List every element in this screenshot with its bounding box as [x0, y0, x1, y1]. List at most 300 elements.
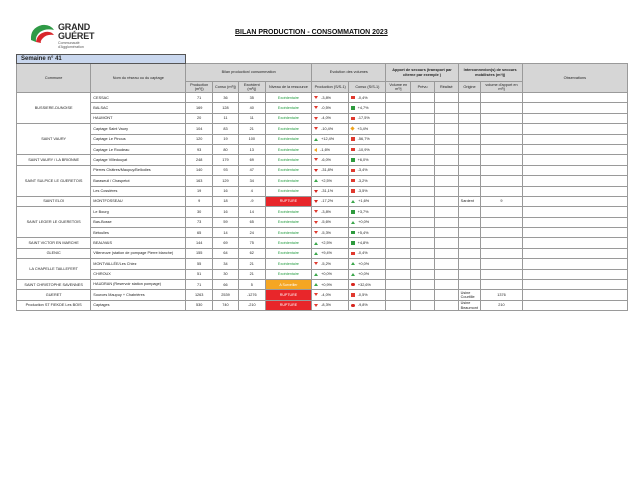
origine-cell	[458, 113, 481, 123]
trend-value: +0,0%	[321, 272, 333, 277]
production-cell: 163	[186, 176, 213, 186]
origine-cell	[458, 155, 481, 165]
table-row	[17, 228, 628, 238]
volume-apport-cell	[481, 207, 522, 217]
table-row	[17, 113, 628, 123]
commune-cell: BUSSIERE-DUNOISE	[17, 93, 91, 124]
volume-cell	[386, 103, 411, 113]
trend-value: +12,4%	[321, 137, 335, 142]
excedent-cell: 40	[238, 103, 265, 113]
evo-conso-cell	[349, 290, 386, 300]
conso-cell: 34	[213, 259, 239, 269]
prevu-cell	[411, 269, 435, 279]
realise-cell	[434, 144, 458, 154]
evo-production-cell	[312, 290, 349, 300]
evo-production-cell	[312, 134, 349, 144]
observations-cell	[522, 186, 627, 196]
evo-conso-cell	[349, 269, 386, 279]
status-badge: RUPTURE	[265, 300, 311, 310]
realise-cell	[434, 124, 458, 134]
trend-value: +2,5%	[321, 241, 333, 246]
origine-cell	[458, 248, 481, 258]
trend-tri-u-icon	[314, 138, 318, 141]
trend-tri-u-icon	[314, 179, 318, 182]
evo-conso-cell	[349, 165, 386, 175]
prevu-cell	[411, 103, 435, 113]
volume-cell	[386, 217, 411, 227]
observations-cell	[522, 176, 627, 186]
observations-cell	[522, 165, 627, 175]
evo-production-cell	[312, 124, 349, 134]
table-row	[17, 217, 628, 227]
observations-cell	[522, 228, 627, 238]
trend-arr-d-icon	[314, 190, 318, 193]
prevu-cell	[411, 217, 435, 227]
trend-value: -0,4%	[357, 251, 368, 256]
production-cell: 248	[186, 155, 213, 165]
trend-value: -3,8%	[321, 95, 332, 100]
trend-value: -3,5%	[357, 189, 368, 194]
trend-dia-o-icon	[351, 127, 355, 131]
production-cell: 120	[186, 134, 213, 144]
realise-cell	[434, 103, 458, 113]
prevu-cell	[411, 155, 435, 165]
prevu-cell	[411, 186, 435, 196]
table-row	[17, 93, 628, 103]
conso-cell: 18	[213, 196, 239, 206]
realise-cell	[434, 269, 458, 279]
header-bilan: Bilan production/ consommation	[186, 64, 312, 82]
evo-production-cell	[312, 217, 349, 227]
origine-cell	[458, 280, 481, 290]
origine-cell	[458, 124, 481, 134]
site-cell: Baraseuil / Chaspetot	[91, 176, 186, 186]
trend-sq-g-icon	[351, 106, 354, 109]
prevu-cell	[411, 238, 435, 248]
status-badge: Excédentaire	[265, 217, 311, 227]
site-cell: Villeneuve (station de pompage Pierre blanche)	[91, 248, 186, 258]
production-cell: 51	[186, 269, 213, 279]
production-cell: 1263	[186, 290, 213, 300]
prevu-cell	[411, 113, 435, 123]
table-row	[17, 280, 628, 290]
trend-arr-d-icon	[314, 169, 318, 172]
production-cell: 169	[186, 103, 213, 113]
trend-value: -31,1%	[321, 189, 334, 194]
status-badge: Excédentaire	[265, 176, 311, 186]
excedent-cell: 13	[238, 144, 265, 154]
evo-conso-cell	[349, 238, 386, 248]
site-cell: Captage Le Pinous	[91, 134, 186, 144]
status-badge: RUPTURE	[265, 196, 311, 206]
header-prevu: Prévu	[411, 82, 435, 93]
site-cell: Les Cossières	[91, 186, 186, 196]
volume-apport-cell	[481, 103, 522, 113]
site-cell: BALSAC	[91, 103, 186, 113]
table-row	[17, 196, 628, 206]
excedent-cell: 21	[238, 124, 265, 134]
realise-cell	[434, 134, 458, 144]
status-badge: Excédentaire	[265, 124, 311, 134]
header-realise: Réalisé	[434, 82, 458, 93]
commune-cell: SAINT SULPICE LE GUERETOIS	[17, 165, 91, 196]
production-cell: 104	[186, 124, 213, 134]
trend-value: +3,7%	[357, 209, 369, 214]
evo-production-cell	[312, 300, 349, 310]
commune-cell: SAINT VAURY	[17, 124, 91, 155]
site-cell: MONTVALLÉE/Les Chiez	[91, 259, 186, 269]
excedent-cell: -9	[238, 196, 265, 206]
evo-conso-cell	[349, 248, 386, 258]
trend-value: -31,8%	[321, 168, 334, 173]
volume-apport-cell	[481, 165, 522, 175]
prevu-cell	[411, 176, 435, 186]
trend-tri-u-icon	[314, 242, 318, 245]
production-cell: 20	[186, 113, 213, 123]
table-row	[17, 144, 628, 154]
realise-cell	[434, 176, 458, 186]
evo-production-cell	[312, 259, 349, 269]
volume-apport-cell	[481, 248, 522, 258]
origine-cell	[458, 217, 481, 227]
status-badge: Excédentaire	[265, 93, 311, 103]
volume-apport-cell	[481, 124, 522, 134]
table-row	[17, 155, 628, 165]
production-cell: 93	[186, 144, 213, 154]
origine-cell	[458, 165, 481, 175]
trend-tri-d-icon	[314, 158, 318, 161]
evo-production-cell	[312, 186, 349, 196]
site-cell: MONTFOSSEAU	[91, 196, 186, 206]
realise-cell	[434, 290, 458, 300]
volume-cell	[386, 124, 411, 134]
volume-apport-cell	[481, 228, 522, 238]
realise-cell	[434, 165, 458, 175]
site-cell: Sources Maupuy + Chabrières	[91, 290, 186, 300]
commune-cell: SAINT LEGER LE GUERETOIS	[17, 207, 91, 238]
evo-conso-cell	[349, 280, 386, 290]
status-badge: Excédentaire	[265, 155, 311, 165]
header-niveau: Niveau de la ressource	[265, 82, 311, 93]
trend-sq-r-icon	[351, 252, 354, 255]
header-evo-production: Production (S/S-1)	[312, 82, 349, 93]
trend-value: -6,0%	[321, 157, 332, 162]
status-badge: Excédentaire	[265, 103, 311, 113]
site-cell: Bas-Bosse	[91, 217, 186, 227]
trend-value: -10,9%	[357, 147, 370, 152]
evo-production-cell	[312, 165, 349, 175]
trend-tri-d-icon	[314, 293, 318, 296]
trend-value: +6,0%	[357, 157, 369, 162]
observations-cell	[522, 113, 627, 123]
trend-value: -17,5%	[357, 116, 370, 121]
realise-cell	[434, 300, 458, 310]
site-cell: BEAUVAIS	[91, 238, 186, 248]
excedent-cell: 34	[238, 176, 265, 186]
observations-cell	[522, 207, 627, 217]
volume-apport-cell: 1376	[481, 290, 522, 300]
volume-cell	[386, 290, 411, 300]
origine-cell: Usine Beaumont	[458, 300, 481, 310]
prevu-cell	[411, 280, 435, 290]
trend-sq-r-icon	[351, 189, 354, 192]
conso-cell: 80	[213, 144, 239, 154]
trend-tri-d-icon	[314, 127, 318, 130]
observations-cell	[522, 217, 627, 227]
trend-value: +3,4%	[357, 126, 369, 131]
trend-value: -8,3%	[321, 303, 332, 308]
trend-sq-r-icon	[351, 293, 354, 296]
observations-cell	[522, 248, 627, 258]
table-row	[17, 207, 628, 217]
origine-cell	[458, 176, 481, 186]
evo-production-cell	[312, 155, 349, 165]
trend-value: -3,8%	[321, 209, 332, 214]
status-badge: Excédentaire	[265, 248, 311, 258]
trend-sq-r-icon	[351, 117, 354, 120]
header-volume-apport: volume d'apport en m³/j	[481, 82, 522, 93]
commune-cell: GUERET	[17, 290, 91, 300]
volume-cell	[386, 300, 411, 310]
volume-apport-cell	[481, 238, 522, 248]
site-cell: Captage Villedouyat	[91, 155, 186, 165]
origine-cell	[458, 186, 481, 196]
volume-cell	[386, 280, 411, 290]
prevu-cell	[411, 207, 435, 217]
status-badge: Excédentaire	[265, 113, 311, 123]
commune-cell: SAINT VAURY / LA BRIONNE	[17, 155, 91, 165]
evo-conso-cell	[349, 217, 386, 227]
evo-production-cell	[312, 238, 349, 248]
production-cell: 71	[186, 93, 213, 103]
prevu-cell	[411, 134, 435, 144]
trend-value: -3,2%	[357, 178, 368, 183]
evo-conso-cell	[349, 176, 386, 186]
logo-subtitle: Communauté d'Agglomération	[58, 41, 84, 49]
excedent-cell: 14	[238, 207, 265, 217]
evo-conso-cell	[349, 196, 386, 206]
production-cell: 71	[186, 280, 213, 290]
trend-tri-d-icon	[314, 231, 318, 234]
trend-tri-u-icon	[314, 273, 318, 276]
status-badge: RUPTURE	[265, 290, 311, 300]
evo-production-cell	[312, 248, 349, 258]
evo-conso-cell	[349, 186, 386, 196]
site-cell: Pierres Châtres/Maupuy/Bellodies	[91, 165, 186, 175]
trend-value: -4,0%	[321, 116, 332, 121]
observations-cell	[522, 103, 627, 113]
volume-apport-cell	[481, 155, 522, 165]
trend-sq-r-icon	[351, 137, 354, 140]
conso-cell: 16	[213, 207, 239, 217]
status-badge: Excédentaire	[265, 269, 311, 279]
table-row	[17, 176, 628, 186]
table-row	[17, 103, 628, 113]
volume-cell	[386, 155, 411, 165]
evo-conso-cell	[349, 155, 386, 165]
site-cell: Captage Saint Vaury	[91, 124, 186, 134]
observations-cell	[522, 238, 627, 248]
conso-cell: 2539	[213, 290, 239, 300]
excedent-cell: 65	[238, 217, 265, 227]
trend-sq-r-icon	[351, 179, 354, 182]
excedent-cell: 21	[238, 259, 265, 269]
evo-production-cell	[312, 280, 349, 290]
observations-cell	[522, 144, 627, 154]
volume-apport-cell	[481, 217, 522, 227]
production-cell: 55	[186, 259, 213, 269]
origine-cell	[458, 269, 481, 279]
trend-value: -5,3%	[321, 230, 332, 235]
volume-apport-cell	[481, 186, 522, 196]
trend-value: +0,0%	[358, 220, 370, 225]
evo-conso-cell	[349, 113, 386, 123]
volume-cell	[386, 196, 411, 206]
commune-cell: SAINT ELOI	[17, 196, 91, 206]
volume-apport-cell	[481, 93, 522, 103]
origine-cell	[458, 207, 481, 217]
prevu-cell	[411, 144, 435, 154]
evo-production-cell	[312, 93, 349, 103]
prevu-cell	[411, 165, 435, 175]
logo	[28, 22, 120, 50]
production-cell: 73	[186, 217, 213, 227]
logo-emblem-icon	[28, 22, 56, 44]
excedent-cell: 5	[238, 280, 265, 290]
site-cell: Le Bourg	[91, 207, 186, 217]
page-title: BILAN PRODUCTION - CONSOMMATION 2023	[235, 29, 388, 36]
excedent-cell: 69	[238, 155, 265, 165]
realise-cell	[434, 217, 458, 227]
header-apport: Apport de secours (transport par citerne par exemple )	[386, 64, 458, 82]
trend-value: -0,4%	[357, 95, 368, 100]
header-evo-conso: Conso (S/S-1)	[349, 82, 386, 93]
evo-production-cell	[312, 103, 349, 113]
table-row	[17, 186, 628, 196]
conso-cell: 59	[213, 217, 239, 227]
production-cell: 19	[186, 186, 213, 196]
status-badge: Excédentaire	[265, 228, 311, 238]
realise-cell	[434, 238, 458, 248]
volume-cell	[386, 248, 411, 258]
conso-cell: 11	[213, 113, 239, 123]
conso-cell: 129	[213, 176, 239, 186]
realise-cell	[434, 248, 458, 258]
origine-cell	[458, 103, 481, 113]
trend-tri-u-icon	[351, 262, 355, 265]
volume-apport-cell	[481, 134, 522, 144]
volume-cell	[386, 134, 411, 144]
header-evolution: Evolution des volumes	[312, 64, 386, 82]
status-badge: A Surveiller	[265, 280, 311, 290]
commune-cell: SAINT CHRISTOPHE SAVENNES	[17, 280, 91, 290]
production-cell: 140	[186, 165, 213, 175]
evo-conso-cell	[349, 93, 386, 103]
conso-cell: 128	[213, 103, 239, 113]
trend-tri-d-icon	[314, 210, 318, 213]
site-cell: CESSAC	[91, 93, 186, 103]
production-cell: 30	[186, 207, 213, 217]
trend-value: +5,4%	[357, 230, 369, 235]
evo-conso-cell	[349, 134, 386, 144]
trend-value: +9,4%	[321, 251, 333, 256]
table-row	[17, 300, 628, 310]
table-row	[17, 269, 628, 279]
volume-cell	[386, 186, 411, 196]
trend-value: -4,0%	[321, 292, 332, 297]
volume-cell	[386, 269, 411, 279]
status-badge: Excédentaire	[265, 207, 311, 217]
header-origine: Origine	[458, 82, 481, 93]
realise-cell	[434, 196, 458, 206]
prevu-cell	[411, 196, 435, 206]
excedent-cell: 75	[238, 238, 265, 248]
week-label: Semaine n° 41	[17, 55, 186, 64]
production-cell: 530	[186, 300, 213, 310]
trend-tri-u-icon	[351, 221, 355, 224]
observations-cell	[522, 134, 627, 144]
trend-dot-r-icon	[351, 304, 355, 308]
volume-apport-cell	[481, 176, 522, 186]
site-cell: HAUDRAN (Reservoir station pompage)	[91, 280, 186, 290]
header-production: Production (m³/j)	[186, 82, 213, 93]
origine-cell	[458, 144, 481, 154]
header-nom-reseau: Nom du réseau ou du captage	[91, 64, 186, 93]
evo-conso-cell	[349, 124, 386, 134]
trend-value: +4,7%	[357, 105, 369, 110]
trend-sq-r-icon	[351, 148, 354, 151]
table-row	[17, 259, 628, 269]
trend-value: -3,4%	[357, 168, 368, 173]
realise-cell	[434, 113, 458, 123]
volume-cell	[386, 176, 411, 186]
volume-cell	[386, 93, 411, 103]
excedent-cell: 4	[238, 186, 265, 196]
realise-cell	[434, 280, 458, 290]
production-cell: 65	[186, 228, 213, 238]
realise-cell	[434, 228, 458, 238]
evo-conso-cell	[349, 259, 386, 269]
volume-apport-cell	[481, 280, 522, 290]
status-badge: Excédentaire	[265, 186, 311, 196]
production-cell: 9	[186, 196, 213, 206]
observations-cell	[522, 124, 627, 134]
trend-value: +1,6%	[358, 199, 370, 204]
trend-value: -17,2%	[321, 199, 334, 204]
evo-conso-cell	[349, 103, 386, 113]
origine-cell	[458, 238, 481, 248]
trend-value: -0,5%	[321, 105, 332, 110]
conso-cell: 36	[213, 93, 239, 103]
production-cell: 144	[186, 238, 213, 248]
site-cell: HAUMONT	[91, 113, 186, 123]
table-row	[17, 134, 628, 144]
trend-value: -5,6%	[321, 220, 332, 225]
header-volume: Volume en m³/j	[386, 82, 411, 93]
prevu-cell	[411, 259, 435, 269]
conso-cell: 16	[213, 186, 239, 196]
trend-sq-r-icon	[351, 169, 354, 172]
trend-tri-d-icon	[314, 304, 318, 307]
excedent-cell: 62	[238, 248, 265, 258]
volume-apport-cell	[481, 113, 522, 123]
trend-tri-d-icon	[314, 106, 318, 109]
realise-cell	[434, 207, 458, 217]
conso-cell: 179	[213, 155, 239, 165]
observations-cell	[522, 290, 627, 300]
excedent-cell: -1276	[238, 290, 265, 300]
trend-tri-u-icon	[351, 200, 355, 203]
